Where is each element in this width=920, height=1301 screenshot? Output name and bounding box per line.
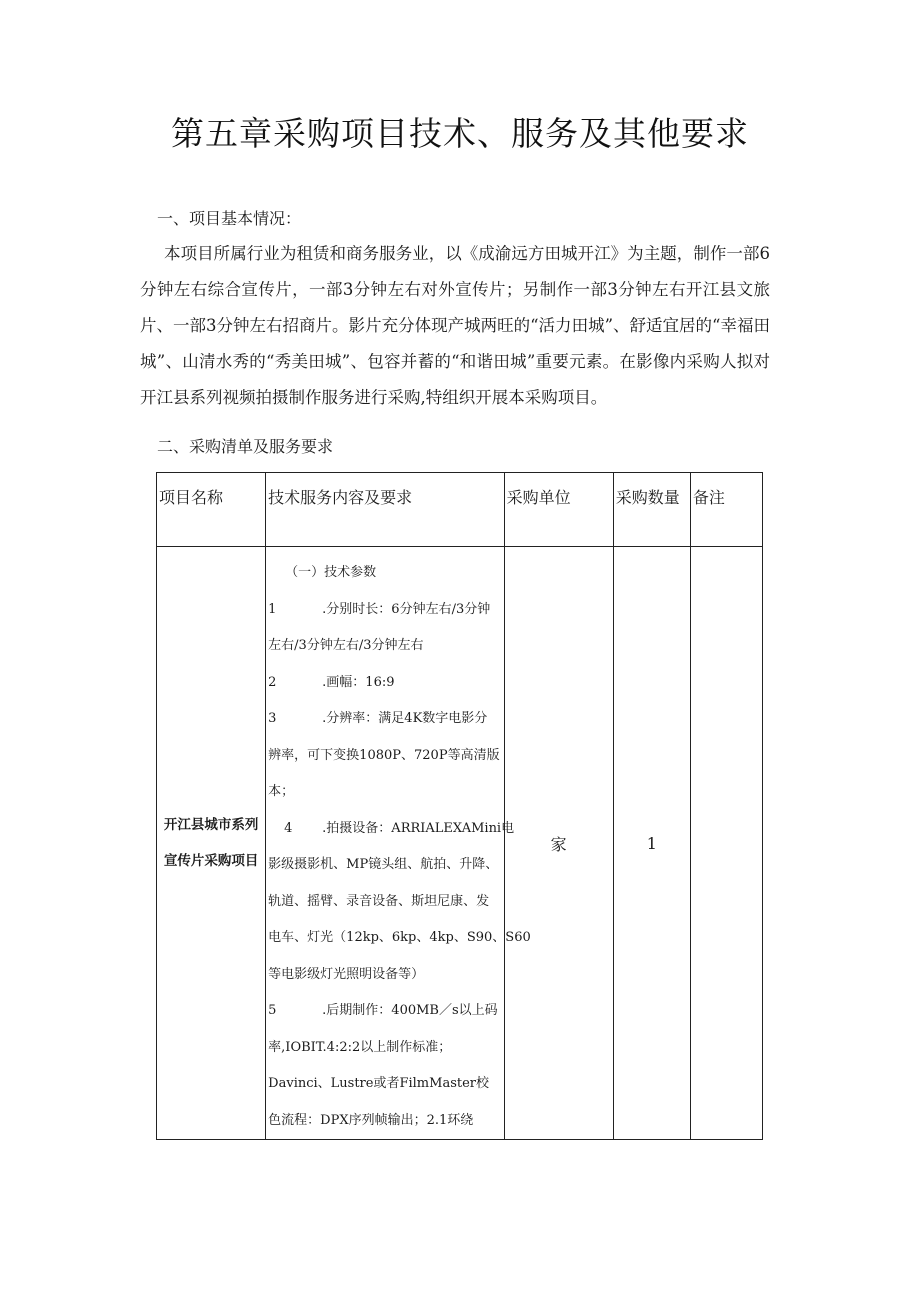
tech-item-1-line-1: 1 .分别时长：6分钟左右/3分钟 (268, 601, 491, 617)
tech-item-3-line-2: 辨率，可下变换1080P、720P等高清版 (268, 747, 500, 763)
tech-item-4-line-4: 电车、灯光（12kp、6kp、4kp、S90、S60 (268, 930, 531, 945)
tech-item-3-line-1: 3 .分辨率：满足4K数字电影分 (268, 711, 488, 726)
table-row (157, 547, 763, 1140)
quantity-cell: 1 (613, 547, 690, 1140)
tech-item-5-line-1: 5 .后期制作：400MB／s以上码 (268, 1003, 498, 1018)
procurement-table (156, 472, 763, 1140)
note-cell (690, 547, 762, 1140)
tech-subheading: （一）技术参数 (285, 565, 377, 580)
tech-item-5-line-2: 率,IOBIT.4:2:2以上制作标准； (268, 1039, 452, 1055)
tech-requirements-cell (266, 547, 531, 1139)
page-title: 第五章采购项目技术、服务及其他要求 (171, 114, 749, 153)
section-heading-procurement-list: 二、采购清单及服务要求 (157, 437, 334, 456)
header-project-name: 项目名称 (159, 488, 224, 507)
table-header-row (157, 473, 763, 547)
tech-item-4-line-1: 4 .拍摄设备：ARRIALEXAMini电 (284, 820, 515, 836)
tech-item-2-line-1: 2 .画幅：16:9 (268, 674, 395, 690)
header-unit: 采购单位 (506, 488, 571, 507)
unit-cell: 家 (504, 547, 613, 1140)
tech-item-4-line-2: 影级摄影机、MP镜头组、航拍、升降、 (268, 857, 499, 872)
tech-item-3-line-3: 本； (268, 784, 295, 799)
header-quantity: 采购数量 (615, 488, 680, 507)
section-heading-basic-info: 一、项目基本情况： (157, 209, 302, 228)
header-note: 备注 (692, 488, 725, 507)
header-tech-requirements: 技术服务内容及要求 (268, 488, 413, 507)
project-description-paragraph (140, 236, 770, 416)
tech-item-5-line-4: 色流程：DPX序列帧输出；2.1环绕 (268, 1112, 474, 1128)
tech-item-4-line-3: 轨道、摇臂、录音设备、斯坦尼康、发 (268, 893, 490, 909)
tech-item-4-line-5: 等电影级灯光照明设备等） (268, 966, 425, 982)
project-name-cell: 开江县城市系列宣传片采购项目 (163, 817, 259, 869)
tech-item-1-line-2: 左右/3分钟左右/3分钟左右 (268, 638, 424, 653)
tech-item-5-line-3: Davinci、Lustre或者FilmMaster校 (268, 1076, 489, 1091)
project-description-text: 本项目所属行业为租赁和商务服务业，以《成渝远方田城开江》为主题，制作一部6分钟左右综合宣传片，一部3分钟左右对外宣传片；另制作一部3分钟左右开江县文旅片、一部3分钟左右招商片。影片充分体现产城两旺的“活力田城”、舒适宜居的“幸福田城”、山清水秀的“秀美田城”、包容并蓄的“和谐田城”重要元素。在影像内采购人拟对开江县系列视频拍摄制作服务进行采购,特组织开展本采购项目。 (140, 244, 770, 407)
